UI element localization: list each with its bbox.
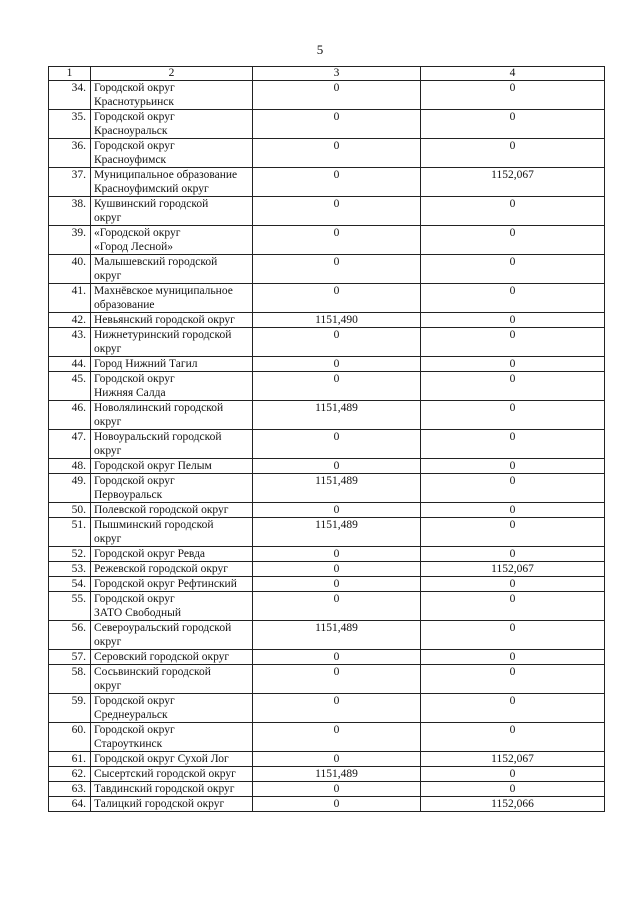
row-number-cell: 60.	[49, 723, 91, 752]
row-number-cell: 55.	[49, 592, 91, 621]
column-4-value-cell: 1152,067	[421, 168, 605, 197]
column-4-value-cell: 0	[421, 518, 605, 547]
table-row	[49, 592, 605, 621]
column-3-value-cell: 0	[253, 547, 421, 562]
municipality-name-cell: Нижнетуринский городской округ	[91, 328, 253, 357]
column-3-value-cell: 0	[253, 459, 421, 474]
row-number-cell: 45.	[49, 372, 91, 401]
municipality-name-cell: «Городской округ «Город Лесной»	[91, 226, 253, 255]
row-number-cell: 38.	[49, 197, 91, 226]
column-3-value-cell: 0	[253, 752, 421, 767]
municipality-name-cell: Серовский городской округ	[91, 650, 253, 665]
column-3-value-cell: 0	[253, 577, 421, 592]
table-row	[49, 577, 605, 592]
column-3-value-cell: 0	[253, 503, 421, 518]
column-3-value-cell: 0	[253, 723, 421, 752]
row-number-cell: 53.	[49, 562, 91, 577]
table-row	[49, 197, 605, 226]
municipality-name-cell: Полевской городской округ	[91, 503, 253, 518]
column-header: 4	[421, 67, 605, 81]
municipality-name-cell: Городской округ ЗАТО Свободный	[91, 592, 253, 621]
table-row	[49, 110, 605, 139]
column-3-value-cell: 0	[253, 562, 421, 577]
row-number-cell: 51.	[49, 518, 91, 547]
column-4-value-cell: 0	[421, 459, 605, 474]
table-row	[49, 767, 605, 782]
row-number-cell: 35.	[49, 110, 91, 139]
column-3-value-cell: 0	[253, 694, 421, 723]
row-number-cell: 57.	[49, 650, 91, 665]
column-3-value-cell: 1151,490	[253, 313, 421, 328]
column-4-value-cell: 1152,066	[421, 797, 605, 812]
row-number-cell: 39.	[49, 226, 91, 255]
table-row	[49, 401, 605, 430]
table-row	[49, 547, 605, 562]
column-3-value-cell: 0	[253, 328, 421, 357]
column-4-value-cell: 0	[421, 81, 605, 110]
municipality-name-cell: Городской округ Среднеуральск	[91, 694, 253, 723]
column-4-value-cell: 0	[421, 592, 605, 621]
column-4-value-cell: 0	[421, 313, 605, 328]
table-row	[49, 139, 605, 168]
column-3-value-cell: 0	[253, 284, 421, 313]
column-3-value-cell: 0	[253, 665, 421, 694]
table-row	[49, 621, 605, 650]
row-number-cell: 56.	[49, 621, 91, 650]
row-number-cell: 37.	[49, 168, 91, 197]
column-4-value-cell: 1152,067	[421, 752, 605, 767]
column-4-value-cell: 0	[421, 577, 605, 592]
municipality-name-cell: Новолялинский городской округ	[91, 401, 253, 430]
column-3-value-cell: 1151,489	[253, 518, 421, 547]
table-row	[49, 797, 605, 812]
column-4-value-cell: 0	[421, 650, 605, 665]
column-3-value-cell: 0	[253, 226, 421, 255]
column-3-value-cell: 1151,489	[253, 621, 421, 650]
row-number-cell: 58.	[49, 665, 91, 694]
table-row	[49, 430, 605, 459]
row-number-cell: 49.	[49, 474, 91, 503]
row-number-cell: 48.	[49, 459, 91, 474]
row-number-cell: 34.	[49, 81, 91, 110]
municipality-name-cell: Новоуральский городской округ	[91, 430, 253, 459]
column-4-value-cell: 0	[421, 723, 605, 752]
column-3-value-cell: 1151,489	[253, 474, 421, 503]
municipality-name-cell: Городской округ Ревда	[91, 547, 253, 562]
municipality-name-cell: Городской округ Краснотурьинск	[91, 81, 253, 110]
column-header: 3	[253, 67, 421, 81]
municipality-name-cell: Пышминский городской округ	[91, 518, 253, 547]
municipality-name-cell: Сосьвинский городской округ	[91, 665, 253, 694]
row-number-cell: 40.	[49, 255, 91, 284]
table-row	[49, 81, 605, 110]
table-row	[49, 752, 605, 767]
row-number-cell: 59.	[49, 694, 91, 723]
row-number-cell: 63.	[49, 782, 91, 797]
column-3-value-cell: 0	[253, 81, 421, 110]
page-number: 5	[316, 42, 324, 57]
table-row	[49, 459, 605, 474]
column-3-value-cell: 1151,489	[253, 767, 421, 782]
municipality-name-cell: Тавдинский городской округ	[91, 782, 253, 797]
row-number-cell: 64.	[49, 797, 91, 812]
column-4-value-cell: 0	[421, 547, 605, 562]
column-4-value-cell: 0	[421, 226, 605, 255]
column-4-value-cell: 0	[421, 474, 605, 503]
table-row	[49, 226, 605, 255]
municipality-name-cell: Город Нижний Тагил	[91, 357, 253, 372]
allocation-table	[48, 66, 605, 812]
column-4-value-cell: 0	[421, 328, 605, 357]
municipality-name-cell: Невьянский городской округ	[91, 313, 253, 328]
table-row	[49, 723, 605, 752]
municipality-name-cell: Городской округ Рефтинский	[91, 577, 253, 592]
column-4-value-cell: 0	[421, 430, 605, 459]
column-3-value-cell: 0	[253, 139, 421, 168]
municipality-name-cell: Городской округ Первоуральск	[91, 474, 253, 503]
table-row	[49, 562, 605, 577]
municipality-name-cell: Кушвинский городской округ	[91, 197, 253, 226]
row-number-cell: 43.	[49, 328, 91, 357]
municipality-name-cell: Городской округ Пелым	[91, 459, 253, 474]
table-row	[49, 284, 605, 313]
column-4-value-cell: 0	[421, 372, 605, 401]
municipality-name-cell: Городской округ Красноуральск	[91, 110, 253, 139]
column-4-value-cell: 0	[421, 255, 605, 284]
row-number-cell: 54.	[49, 577, 91, 592]
table-row	[49, 328, 605, 357]
row-number-cell: 52.	[49, 547, 91, 562]
table-row	[49, 518, 605, 547]
column-4-value-cell: 0	[421, 110, 605, 139]
table-row	[49, 255, 605, 284]
column-3-value-cell: 0	[253, 372, 421, 401]
column-4-value-cell: 0	[421, 621, 605, 650]
table-row	[49, 357, 605, 372]
municipality-name-cell: Городской округ Староуткинск	[91, 723, 253, 752]
municipality-name-cell: Городской округ Сухой Лог	[91, 752, 253, 767]
table-row	[49, 503, 605, 518]
column-header: 1	[49, 67, 91, 81]
table-row	[49, 313, 605, 328]
table-row	[49, 372, 605, 401]
column-4-value-cell: 0	[421, 694, 605, 723]
municipality-name-cell: Сысертский городской округ	[91, 767, 253, 782]
table-row	[49, 650, 605, 665]
row-number-cell: 47.	[49, 430, 91, 459]
column-4-value-cell: 0	[421, 767, 605, 782]
table-row	[49, 168, 605, 197]
row-number-cell: 50.	[49, 503, 91, 518]
column-4-value-cell: 0	[421, 782, 605, 797]
row-number-cell: 44.	[49, 357, 91, 372]
column-3-value-cell: 0	[253, 650, 421, 665]
row-number-cell: 46.	[49, 401, 91, 430]
row-number-cell: 41.	[49, 284, 91, 313]
municipality-name-cell: Махнёвское муниципальное образование	[91, 284, 253, 313]
row-number-cell: 36.	[49, 139, 91, 168]
municipality-name-cell: Муниципальное образование Красноуфимский округ	[91, 168, 253, 197]
municipality-name-cell: Талицкий городской округ	[91, 797, 253, 812]
municipality-name-cell: Городской округ Красноуфимск	[91, 139, 253, 168]
column-3-value-cell: 0	[253, 592, 421, 621]
row-number-cell: 42.	[49, 313, 91, 328]
column-4-value-cell: 0	[421, 139, 605, 168]
table-body	[49, 81, 605, 812]
column-3-value-cell: 1151,489	[253, 401, 421, 430]
column-header: 2	[91, 67, 253, 81]
municipality-name-cell: Североуральский городской округ	[91, 621, 253, 650]
column-4-value-cell: 1152,067	[421, 562, 605, 577]
column-3-value-cell: 0	[253, 110, 421, 139]
column-3-value-cell: 0	[253, 168, 421, 197]
municipality-name-cell: Городской округ Нижняя Салда	[91, 372, 253, 401]
table-header-row	[49, 67, 605, 81]
column-3-value-cell: 0	[253, 797, 421, 812]
column-3-value-cell: 0	[253, 197, 421, 226]
column-4-value-cell: 0	[421, 197, 605, 226]
table-row	[49, 782, 605, 797]
column-4-value-cell: 0	[421, 665, 605, 694]
column-3-value-cell: 0	[253, 430, 421, 459]
column-4-value-cell: 0	[421, 357, 605, 372]
column-3-value-cell: 0	[253, 357, 421, 372]
row-number-cell: 62.	[49, 767, 91, 782]
column-4-value-cell: 0	[421, 503, 605, 518]
table-row	[49, 665, 605, 694]
table-row	[49, 694, 605, 723]
column-4-value-cell: 0	[421, 401, 605, 430]
municipality-name-cell: Режевской городской округ	[91, 562, 253, 577]
column-4-value-cell: 0	[421, 284, 605, 313]
column-3-value-cell: 0	[253, 782, 421, 797]
row-number-cell: 61.	[49, 752, 91, 767]
table-row	[49, 474, 605, 503]
column-3-value-cell: 0	[253, 255, 421, 284]
municipality-name-cell: Малышевский городской округ	[91, 255, 253, 284]
